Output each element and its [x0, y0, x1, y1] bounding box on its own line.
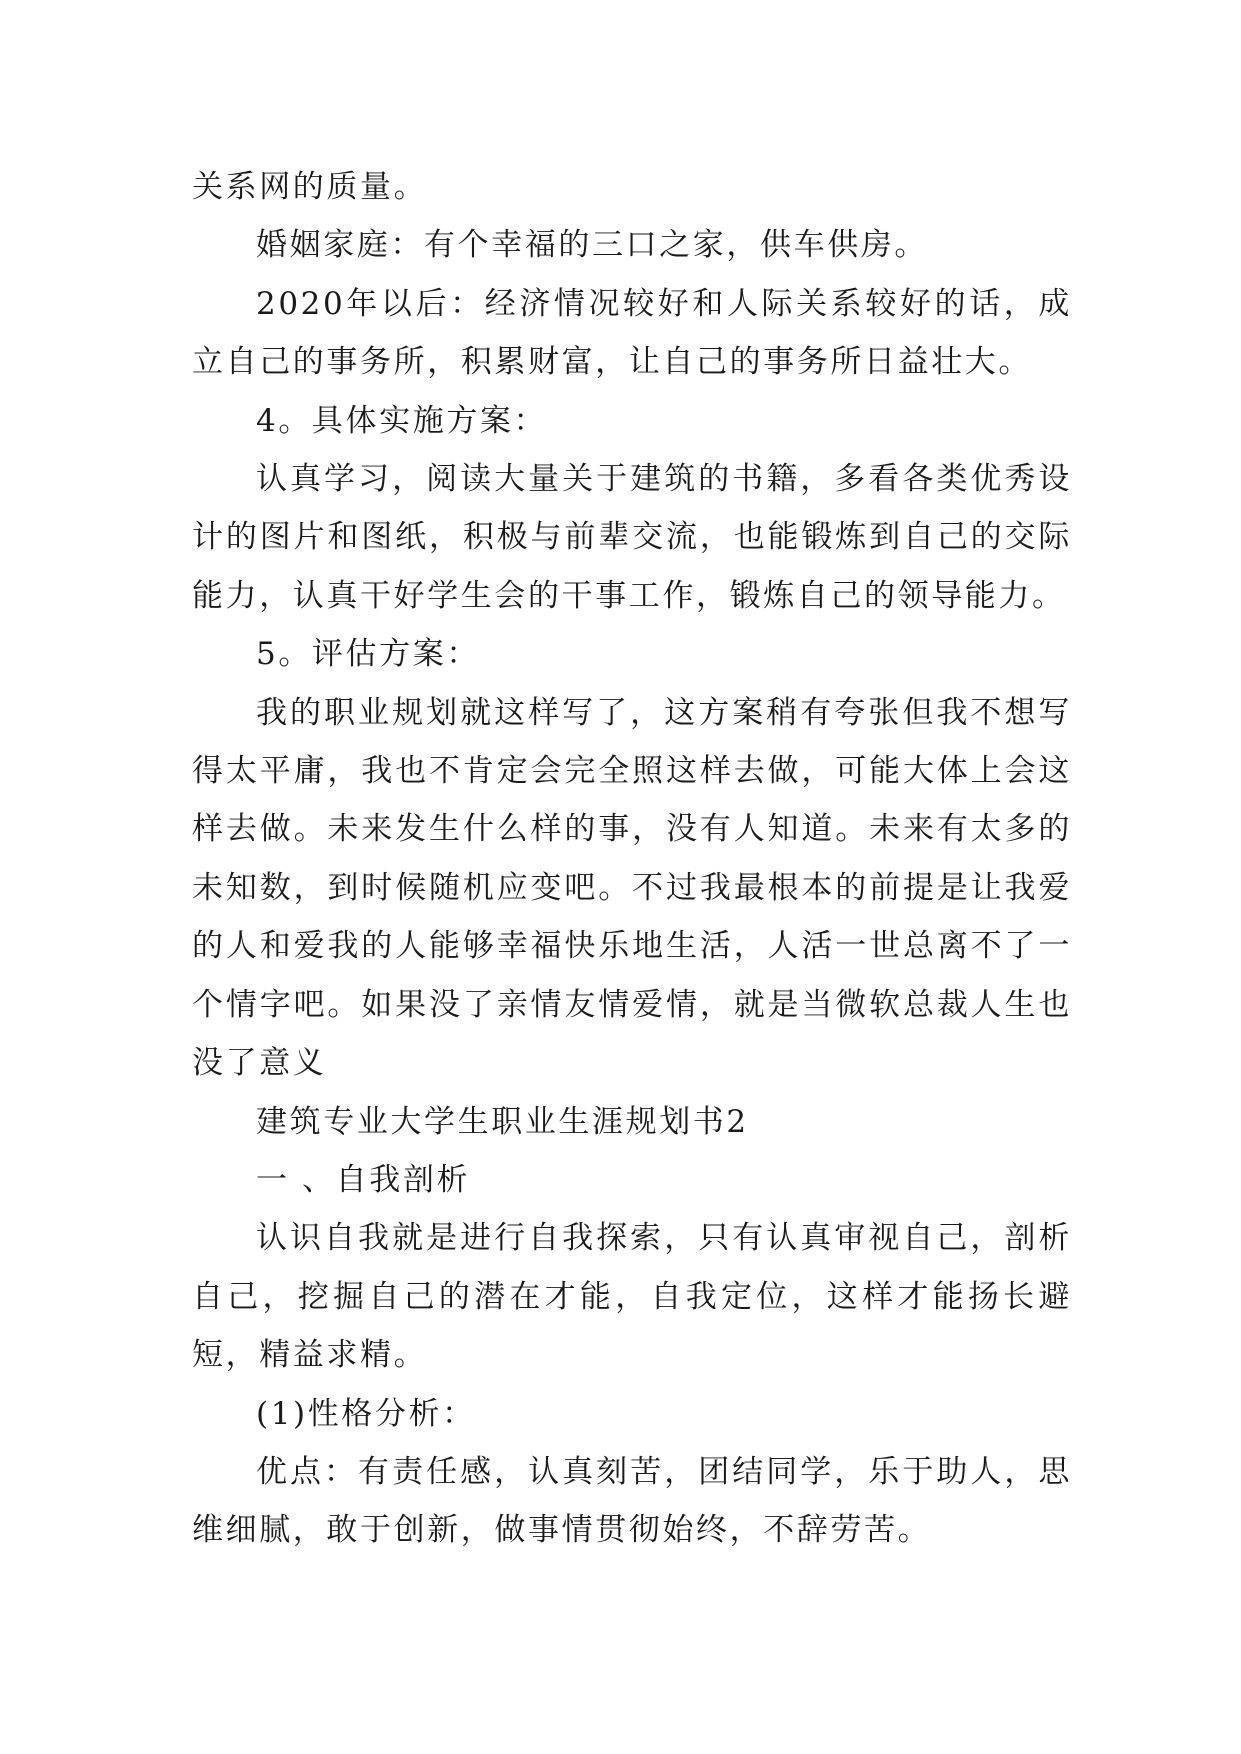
- paragraph: 认真学习，阅读大量关于建筑的书籍，多看各类优秀设计的图片和图纸，积极与前辈交流，也能锻炼到自己的交际能力，认真干好学生会的干事工作，锻炼自己的领导能力。: [192, 461, 1072, 614]
- paragraph: 我的职业规划就这样写了，这方案稍有夸张但我不想写得太平庸，我也不肯定会完全照这样去做，可能大体上会这样去做。未来发生什么样的事，没有人知道。未来有太多的未知数，到时候随机应变吧。不过我最根本的前提是让我爱的人和爱我的人能够幸福快乐地生活，人活一世总离不了一个情字吧。如果没了亲情友情爱情，就是当微软总裁人生也没了意义: [192, 694, 1072, 1082]
- paragraph: 关系网的质量。: [192, 169, 428, 205]
- paragraph: 优点：有责任感，认真刻苦，团结同学，乐于助人，思维细腻，敢于创新，做事情贯彻始终，不辞劳苦。: [192, 1453, 1072, 1549]
- paragraph: 5。评估方案：: [256, 636, 480, 673]
- section-heading: 一 、自我剖析: [256, 1161, 471, 1198]
- document-body: [192, 158, 1072, 1560]
- paragraph: 2020年以后：经济情况较好和人际关系较好的话，成立自己的事务所，积累财富，让自己的事务所日益壮大。: [192, 285, 1072, 381]
- paragraph: 认识自我就是进行自我探索，只有认真审视自己，剖析自己，挖掘自己的潜在才能，自我定位，这样才能扬长避短，精益求精。: [192, 1220, 1072, 1374]
- section-title: 建筑专业大学生职业生涯规划书2: [256, 1103, 749, 1140]
- paragraph: 4。具体实施方案：: [256, 402, 548, 439]
- subsection-heading: (1)性格分析：: [256, 1395, 476, 1432]
- paragraph: 婚姻家庭：有个幸福的三口之家，供车供房。: [256, 227, 928, 264]
